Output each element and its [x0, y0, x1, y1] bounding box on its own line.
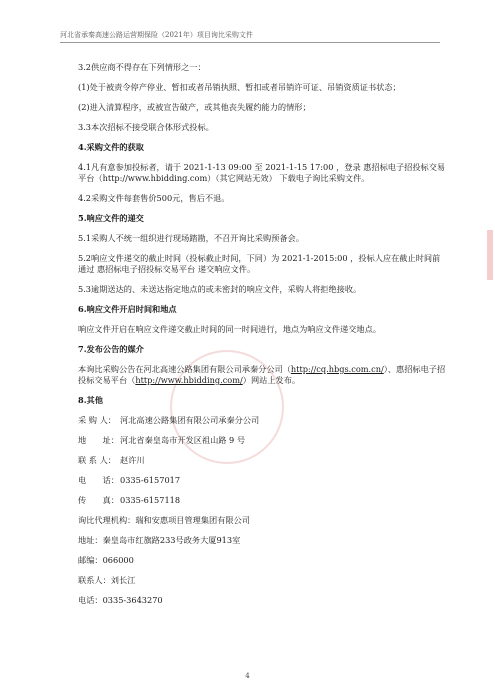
section-heading: 4.采购文件的获取: [78, 142, 144, 152]
paragraph: (1)处于被责令停产停业、暂扣或者吊销执照、暂扣或者吊销许可证、吊销资质证书状态；: [78, 82, 401, 92]
contact-row: [78, 435, 446, 446]
section-heading: 7.发布公告的媒介: [78, 344, 144, 354]
text: ）、惠招标电子招投标交易平台（: [78, 364, 446, 385]
paragraph: 4.2采购文件每套售价500元，售后不退。: [78, 193, 230, 203]
contact-key: 地 址：: [78, 435, 119, 445]
contact-value: 河北省秦皇岛市开发区祖山路 9 号: [120, 435, 246, 445]
paragraph: 3.2供应商不得存在下列情形之一：: [78, 62, 206, 72]
agency-contact: 联系人：刘长江: [78, 575, 136, 585]
agency-name: 询比代理机构：瑞和安惠项目管理集团有限公司: [78, 515, 250, 525]
paragraph: 5.1采购人不统一组织进行现场踏勘，不召开询比采购预备会。: [78, 233, 304, 243]
contact-value: 0335-6157118: [120, 495, 181, 505]
paragraph: 4.1凡有意参加投标者，请于 2021-1-13 09:00 至 2021-1-15 17:00 ，登录 惠招标电子招投标交易平台（http://www.hbidding.com）（其它网站无效） 下载电子询比采购文件。: [78, 162, 446, 183]
paragraph: 5.3逾期送达的、未送达指定地点的或未密封的响应文件，采购人将拒绝接收。: [78, 284, 362, 294]
contact-row: [78, 455, 446, 466]
contact-key: 电 话：: [78, 475, 119, 485]
link-cq-hbgs[interactable]: http://cq.hbgs.com.cn/: [290, 364, 384, 374]
contact-value: 河北高速公路集团有限公司承秦分公司: [120, 415, 260, 425]
agency-zip: 邮编：066000: [78, 555, 134, 565]
text: 本询比采购公告在河北高速公路集团有限公司承秦分公司（: [78, 364, 291, 374]
section-heading: 8.其他: [78, 395, 103, 405]
paragraph-media: [78, 364, 446, 386]
contact-key: 传 真：: [78, 495, 119, 505]
agency-address: 地址：秦皇岛市红旗路233号政务大厦913室: [78, 535, 241, 545]
contact-value: 0335-6157017: [120, 475, 181, 485]
page-number: 4: [245, 672, 250, 680]
contact-key: 联 系 人：: [78, 455, 116, 465]
paragraph: 响应文件开启在响应文件递交截止时间的同一时间进行，地点为响应文件递交地点。: [78, 324, 381, 334]
running-header: 河北省承秦高速公路运营期保险（2021年）项目询比采购文件: [60, 30, 440, 43]
paragraph: 5.2响应文件递交的截止时间（投标截止时间，下同）为 2021-1-2015:00 ，投标人应在截止时间前通过 惠招标电子招投标交易平台 递交响应文件。: [78, 253, 441, 274]
section-heading: 5.响应文件的递交: [78, 213, 144, 223]
document-body: [78, 62, 446, 615]
section-heading: 6.响应文件开启时间和地点: [78, 304, 177, 314]
paragraph: 3.3本次招标不接受联合体形式投标。: [78, 122, 214, 132]
agency-phone: 电话：0335-3643270: [78, 595, 163, 605]
contact-row: [78, 415, 446, 426]
edge-seal-mark: [487, 230, 493, 280]
paragraph: (2)进入清算程序，或被宣告破产，或其他丧失履约能力的情形；: [78, 102, 311, 112]
contact-value: 赵许川: [120, 455, 145, 465]
text: ）网站上发布。: [242, 375, 301, 385]
contact-row: [78, 475, 446, 486]
link-hbidding[interactable]: http://www.hbidding.com/: [135, 375, 243, 385]
contact-key: 采 购 人：: [78, 415, 116, 425]
contact-row: [78, 495, 446, 506]
